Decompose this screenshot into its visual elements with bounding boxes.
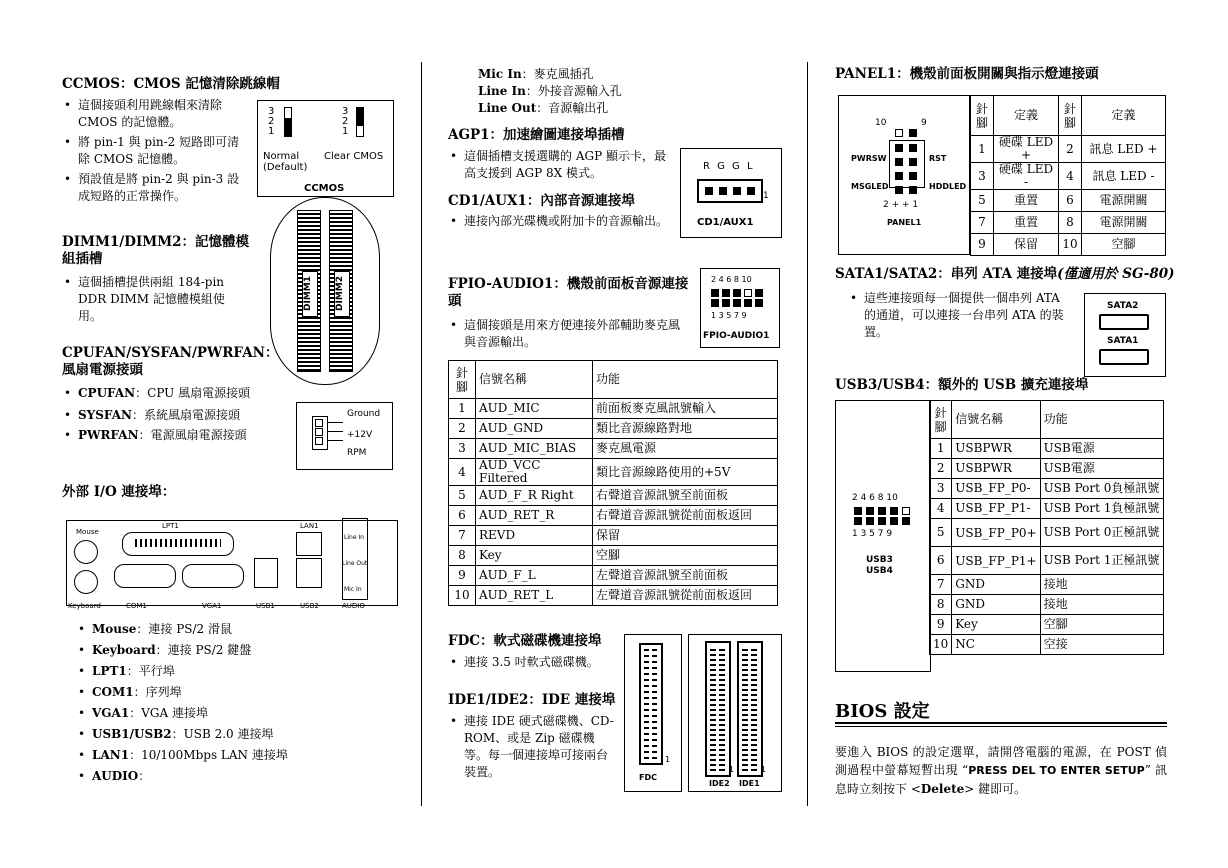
table-row: 7 重置 8 電源開關	[971, 212, 1166, 234]
lan-port	[296, 532, 322, 556]
list-item: Line In：外接音源輸入孔	[478, 84, 622, 98]
panel-hddled-label: HDDLED	[929, 182, 967, 191]
fan-ground-label: Ground	[347, 409, 381, 419]
usb2-port	[296, 558, 322, 588]
cd-title: CD1/AUX1：內部音源連接埠	[448, 193, 635, 209]
ccmos-caption: CCMOS	[304, 183, 345, 194]
ccmos-list	[62, 97, 248, 208]
fpio-caption: FPIO-AUDIO1	[703, 331, 770, 341]
table-header: 功能	[593, 361, 778, 399]
dimm2-slot	[329, 210, 353, 372]
list-item: • Keyboard：連接 PS/2 鍵盤	[76, 642, 406, 659]
table-row: 7 GND 接地	[930, 575, 1164, 595]
cd-list	[448, 213, 668, 233]
fdc-caption: FDC	[639, 773, 657, 782]
io-lpt-label: LPT1	[162, 522, 179, 530]
panel-diagram	[838, 95, 970, 255]
table-row: 10 AUD_RET_L 左聲道音源訊號從前面板返回	[449, 586, 778, 606]
list-item: • 連接 IDE 硬式磁碟機、CD-ROM、或是 Zip 磁碟機等。每一個連接埠可接兩台裝置。	[448, 713, 618, 781]
list-item: • LPT1：平行埠	[76, 663, 406, 680]
agp-list	[448, 148, 666, 185]
column-divider-2	[807, 62, 808, 806]
table-row: 5 AUD_F_R Right 右聲道音源訊號至前面板	[449, 486, 778, 506]
table-header: 定義	[1082, 96, 1166, 136]
ide2-caption: IDE2	[709, 779, 730, 788]
panel-pin9-label: 9	[921, 118, 927, 128]
sata-list	[848, 290, 1074, 344]
fdc-pin1-label: 1	[665, 755, 671, 764]
cd-pin1-label: 1	[763, 191, 769, 201]
io-lan-label: LAN1	[300, 522, 319, 530]
panel-pin-table	[970, 95, 1166, 256]
io-audio-label: AUDIO	[342, 602, 365, 610]
table-row: 1 USBPWR USB電源	[930, 439, 1164, 459]
io-linein-label: Line In	[344, 534, 364, 541]
fpio-title: FPIO-AUDIO1：機殼前面板音源連接頭	[448, 276, 689, 309]
dimm1-label: DIMM1	[302, 271, 318, 317]
ccmos-pin-numbers-right: 3 2 1	[342, 106, 349, 137]
bios-rule-thick	[835, 722, 1167, 724]
ccmos-title: CCMOS：CMOS 記憶清除跳線帽	[62, 76, 280, 92]
io-micin-label: Mic In	[344, 586, 362, 593]
com-port	[114, 564, 176, 588]
bios-paragraph: 要進入 BIOS 的設定選單，請開啓電腦的電源，在 POST 偵測過程中螢幕短暫出現 “PRESS DEL TO ENTER SETUP” 訊息時立刻按下 <Delete> 鍵即可。	[835, 745, 1167, 796]
list-item: Mic In：麥克風插孔	[478, 67, 594, 81]
table-row: 8 Key 空腳	[449, 546, 778, 566]
table-row: 6 AUD_RET_R 右聲道音源訊號從前面板返回	[449, 506, 778, 526]
ide-diagram	[688, 634, 782, 792]
panel-title: PANEL1：機殼前面板開關與指示燈連接頭	[835, 66, 1099, 82]
sata-title: SATA1/SATA2：串列 ATA 連接埠(僅適用於 SG-80)	[835, 266, 1175, 282]
vga-port	[182, 564, 244, 588]
ide-list	[448, 713, 618, 784]
list-item: • CPUFAN：CPU 風扇電源接頭	[62, 385, 282, 402]
io-usb2-label: USB2	[300, 602, 319, 610]
audio-jack-list	[478, 66, 622, 117]
table-header: 針腳	[449, 361, 476, 399]
io-lineout-label: Line Out	[342, 560, 368, 567]
io-list	[76, 621, 406, 788]
table-row: 6 USB_FP_P1+ USB Port 1正極訊號	[930, 547, 1164, 575]
panel-bottom-pins: 2 + + 1	[883, 200, 919, 210]
panel-msgled-label: MSGLED	[851, 182, 889, 191]
list-item: • 這些連接頭每一個提供一個串列 ATA 的通道，可以連接一台串列 ATA 的裝置。	[848, 290, 1074, 341]
list-item: • COM1：序列埠	[76, 684, 406, 701]
column-divider-1	[421, 62, 422, 806]
dimm-list	[62, 274, 248, 328]
table-row: 2 USBPWR USB電源	[930, 459, 1164, 479]
table-header: 信號名稱	[476, 361, 593, 399]
bios-title: BIOS 設定	[835, 701, 930, 722]
fpio-diagram	[700, 268, 780, 348]
lpt-port	[122, 532, 234, 556]
dimm-diagram	[270, 197, 380, 385]
mouse-port	[74, 540, 98, 564]
dimm1-slot	[297, 210, 321, 372]
table-row: 7 REVD 保留	[449, 526, 778, 546]
panel-caption: PANEL1	[887, 218, 922, 227]
table-row: 9 AUD_F_L 左聲道音源訊號至前面板	[449, 566, 778, 586]
list-item: • 預設值是將 pin-2 與 pin-3 設成短路的正常操作。	[62, 171, 248, 205]
sata-diagram	[1084, 293, 1166, 377]
keyboard-port	[74, 570, 98, 594]
list-item: • PWRFAN：電源風扇電源接頭	[62, 427, 282, 444]
list-item: • VGA1：VGA 連接埠	[76, 705, 406, 722]
sata1-label: SATA1	[1107, 336, 1139, 346]
usb34-bottom-pins: 1 3 5 7 9	[852, 529, 893, 539]
fan-connector-diagram	[296, 402, 393, 470]
table-header: 針腳	[971, 96, 994, 136]
panel-rst-label: RST	[929, 154, 947, 163]
ide-title: IDE1/IDE2：IDE 連接埠	[448, 692, 616, 708]
table-row: 3 硬碟 LED - 4 訊息 LED -	[971, 163, 1166, 190]
fan-list	[62, 385, 282, 447]
table-row: 2 AUD_GND 類比音源線路對地	[449, 419, 778, 439]
usb34-diagram	[835, 400, 931, 672]
list-item: • 連接 3.5 吋軟式磁碟機。	[448, 654, 618, 671]
jumper-clear	[356, 107, 364, 137]
table-row: 4 USB_FP_P1- USB Port 1負極訊號	[930, 499, 1164, 519]
table-header: 信號名稱	[952, 401, 1040, 439]
cd-caption: CD1/AUX1	[697, 217, 754, 228]
list-item: • 這個插槽提供兩組 184-pin DDR DIMM 記憶體模組使用。	[62, 274, 248, 325]
usb34-title: USB3/USB4：額外的 USB 擴充連接埠	[835, 377, 1089, 393]
usb34-caption: USB3 USB4	[866, 555, 893, 576]
io-title: 外部 I/O 連接埠：	[62, 484, 176, 500]
ccmos-clear-label: Clear CMOS	[324, 151, 384, 162]
list-item: • 將 pin-1 與 pin-2 短路即可清除 CMOS 記憶體。	[62, 134, 248, 168]
table-header: 定義	[994, 96, 1059, 136]
ide2-connector	[705, 641, 731, 777]
io-keyboard-label: Keyboard	[68, 602, 101, 610]
table-row: 4 AUD_VCC Filtered 類比音源線路使用的+5V	[449, 459, 778, 486]
ccmos-diagram	[257, 100, 394, 197]
fdc-connector	[639, 643, 663, 765]
list-item: Line Out：音源輸出孔	[478, 101, 609, 115]
ide1-caption: IDE1	[739, 779, 760, 788]
io-usb1-label: USB1	[256, 602, 275, 610]
ide1-connector	[737, 641, 763, 777]
fan-12v-label: +12V	[347, 430, 373, 440]
table-row: 1 硬碟 LED + 2 訊息 LED +	[971, 136, 1166, 163]
table-row: 5 USB_FP_P0+ USB Port 0正極訊號	[930, 519, 1164, 547]
table-header: 針腳	[930, 401, 952, 439]
bios-rule-thin	[835, 726, 1167, 727]
agp-title: AGP1：加速繪圖連接埠插槽	[448, 127, 625, 143]
fpio-list	[448, 317, 688, 354]
table-row: 9 Key 空腳	[930, 615, 1164, 635]
table-row: 10 NC 空接	[930, 635, 1164, 655]
cd-pin-labels: R G G L	[703, 161, 755, 172]
table-row: 8 GND 接地	[930, 595, 1164, 615]
fpio-top-pins: 2 4 6 8 10	[711, 275, 752, 284]
io-mouse-label: Mouse	[76, 528, 99, 536]
sata2-port	[1099, 314, 1149, 330]
usb34-pin-table	[929, 400, 1164, 655]
fdc-title: FDC：軟式磁碟機連接埠	[448, 633, 602, 649]
table-header: 功能	[1040, 401, 1163, 439]
ide2-pin1-label: 1	[729, 765, 735, 774]
fan-rpm-label: RPM	[347, 448, 367, 458]
table-row: 3 AUD_MIC_BIAS 麥克風電源	[449, 439, 778, 459]
sata1-port	[1099, 349, 1149, 365]
io-vga-label: VGA1	[202, 602, 222, 610]
ccmos-pin-numbers-left: 3 2 1	[268, 106, 275, 137]
table-row: 1 AUD_MIC 前面板麥克風訊號輸入	[449, 399, 778, 419]
table-row: 3 USB_FP_P0- USB Port 0負極訊號	[930, 479, 1164, 499]
list-item: • 這個插槽支援選購的 AGP 顯示卡，最高支援到 AGP 8X 模式。	[448, 148, 666, 182]
jumper-normal	[284, 107, 292, 137]
dimm-title: DIMM1/DIMM2：記憶體模組插槽	[62, 234, 250, 267]
fdc-diagram	[624, 634, 682, 792]
io-panel-diagram	[66, 512, 396, 612]
list-item: • SYSFAN：系統風扇電源接頭	[62, 407, 282, 424]
fan-title: CPUFAN/SYSFAN/PWRFAN：風扇電源接頭	[62, 345, 279, 378]
list-item: • 這個接頭是用來方便連接外部輔助麥克風與音源輸出。	[448, 317, 688, 351]
io-com-label: COM1	[126, 602, 147, 610]
dimm2-label: DIMM2	[334, 271, 350, 317]
table-row: 9 保留 10 空腳	[971, 234, 1166, 256]
table-header: 針腳	[1059, 96, 1082, 136]
list-item: • LAN1：10/100Mbps LAN 連接埠	[76, 747, 406, 764]
list-item: • Mouse：連接 PS/2 滑鼠	[76, 621, 406, 638]
sata2-label: SATA2	[1107, 301, 1139, 311]
ccmos-normal-label: Normal (Default)	[263, 151, 308, 173]
list-item: • 這個接頭利用跳線帽來清除 CMOS 的記憶體。	[62, 97, 248, 131]
usb34-top-pins: 2 4 6 8 10	[852, 493, 898, 503]
panel-pin10-label: 10	[875, 118, 887, 128]
usb1-port	[254, 558, 278, 588]
panel-pwrsw-label: PWRSW	[851, 154, 887, 163]
fpio-bottom-pins: 1 3 5 7 9	[711, 311, 747, 320]
list-item: • USB1/USB2：USB 2.0 連接埠	[76, 726, 406, 743]
cd-aux-diagram	[680, 148, 782, 238]
fdc-list	[448, 654, 618, 674]
table-row: 5 重置 6 電源開關	[971, 190, 1166, 212]
list-item: • AUDIO：	[76, 768, 406, 785]
list-item: • 連接內部光碟機或附加卡的音源輸出。	[448, 213, 668, 230]
fpio-pin-table	[448, 360, 778, 606]
ide1-pin1-label: 1	[761, 765, 767, 774]
